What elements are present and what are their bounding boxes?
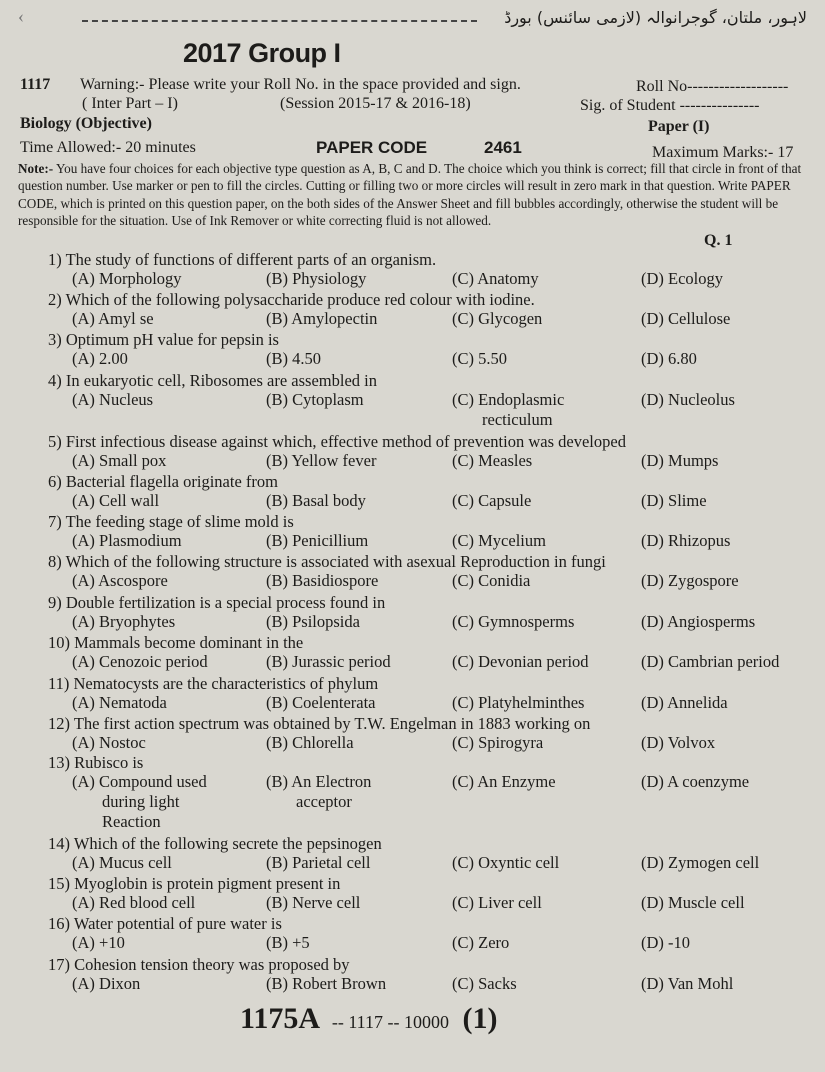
warning-text: Warning:- Please write your Roll No. in the space provided and sign.	[80, 76, 521, 93]
option-d: (D) Rhizopus	[641, 531, 731, 550]
option-d: (D) Volvox	[641, 733, 716, 752]
option-a: (A) Red blood cell	[72, 893, 196, 912]
option-d: (D) Cellulose	[641, 309, 731, 328]
option-c: (C) Endoplasmic	[452, 390, 565, 409]
option-a: (A) Amyl se	[72, 309, 154, 328]
option-b: (B) Basidiospore	[266, 571, 379, 590]
option-c: (C) An Enzyme	[452, 772, 556, 791]
option-b: (B) Physiology	[266, 269, 367, 288]
option-d: (D) Cambrian period	[641, 652, 780, 671]
header-top-strip	[18, 4, 817, 30]
question-text: 2) Which of the following polysaccharide produce red colour with iodine.	[48, 290, 535, 309]
option-c: (C) Capsule	[452, 491, 532, 510]
question-text: 5) First infectious disease against which, effective method of prevention was developed	[48, 432, 626, 451]
group-title: 2017 Group I	[183, 38, 341, 68]
question-text: 13) Rubisco is	[48, 753, 144, 772]
option-c: (C) Conidia	[452, 571, 531, 590]
question-text: 9) Double fertilization is a special process found in	[48, 593, 386, 612]
option-d: (D) Muscle cell	[641, 893, 745, 912]
option-b-continued: acceptor	[296, 792, 352, 811]
option-c: (C) Gymnosperms	[452, 612, 575, 631]
footer-mid: -- 1117 -- 10000	[331, 1012, 449, 1032]
question-text: 6) Bacterial flagella originate from	[48, 472, 278, 491]
option-c: (C) Zero	[452, 933, 510, 952]
option-a: (A) Small pox	[72, 451, 167, 470]
question-text: 11) Nematocysts are the characteristics of phylum	[48, 674, 379, 693]
option-d: (D) Annelida	[641, 693, 728, 712]
question-text: 3) Optimum pH value for pepsin is	[48, 330, 279, 349]
question-text: 1) The study of functions of different parts of an organism.	[48, 250, 437, 269]
option-d: (D) Van Mohl	[641, 974, 734, 993]
maximum-marks: Maximum Marks:- 17	[652, 144, 794, 161]
option-b: (B) An Electron	[266, 772, 372, 791]
question-text: 17) Cohesion tension theory was proposed by	[48, 955, 350, 974]
option-a: (A) Cell wall	[72, 491, 160, 510]
question-text: 16) Water potential of pure water is	[48, 914, 282, 933]
option-c: (C) Anatomy	[452, 269, 539, 288]
roll-no-field: Roll No-------------------	[636, 78, 789, 95]
paper-code-value: 2461	[484, 138, 522, 157]
dashed-divider	[82, 20, 477, 22]
option-a: (A) Mucus cell	[72, 853, 172, 872]
option-a-continued: Reaction	[102, 812, 161, 831]
question-text: 15) Myoglobin is protein pigment present in	[48, 874, 341, 893]
option-b: (B) Yellow fever	[266, 451, 377, 470]
question-text: 8) Which of the following structure is associated with asexual Reproduction in fungi	[48, 552, 606, 571]
option-d: (D) Zygospore	[641, 571, 739, 590]
page-footer	[240, 1002, 497, 1036]
footer-code: 1175A	[240, 1002, 319, 1035]
question-text: 4) In eukaryotic cell, Ribosomes are assembled in	[48, 371, 377, 390]
option-b: (B) Robert Brown	[266, 974, 387, 993]
option-b: (B) Basal body	[266, 491, 366, 510]
option-c: (C) Platyhelminthes	[452, 693, 585, 712]
option-b: (B) Coelenterata	[266, 693, 376, 712]
option-d: (D) Slime	[641, 491, 707, 510]
option-d: (D) Nucleolus	[641, 390, 735, 409]
option-b: (B) Cytoplasm	[266, 390, 364, 409]
instructions-note	[18, 160, 818, 230]
option-a: (A) Nucleus	[72, 390, 154, 409]
option-b: (B) 4.50	[266, 349, 321, 368]
option-d: (D) -10	[641, 933, 691, 952]
note-text: You have four choices for each objective type question as A, B, C and D. The choice which you think is correct; fill that circle in front of that question number. Use marker or pen to fill the circles. Cutting or filling two or more circles will result in zero mark in that question. Write PAPER CODE, which is printed on this question paper, on the both sides of the Answer Sheet and fill bubbles accordingly, otherwise the student will be responsible for the situation. Use of Ink Remover or white correcting fluid is not allowed.	[18, 161, 802, 229]
time-allowed: Time Allowed:- 20 minutes	[20, 139, 196, 156]
option-c: (C) Glycogen	[452, 309, 543, 328]
option-c: (C) Liver cell	[452, 893, 542, 912]
note-label: Note:-	[18, 161, 54, 176]
option-a-continued: during light	[102, 792, 180, 811]
option-c: (C) Spirogyra	[452, 733, 544, 752]
chevron-left-icon: ‹	[18, 6, 24, 26]
option-b: (B) Psilopsida	[266, 612, 360, 631]
urdu-board-title: لاہور، ملتان، گوجرانوالہ (لازمی سائنس) بورڈ	[504, 8, 807, 27]
option-b: (B) +5	[266, 933, 310, 952]
option-d: (D) 6.80	[641, 349, 697, 368]
option-d: (D) Ecology	[641, 269, 724, 288]
option-c: (C) Measles	[452, 451, 533, 470]
subject-title: Biology (Objective)	[20, 115, 152, 132]
option-a: (A) +10	[72, 933, 125, 952]
option-b: (B) Penicillium	[266, 531, 369, 550]
option-c: (C) Devonian period	[452, 652, 589, 671]
question-text: 12) The first action spectrum was obtained by T.W. Engelman in 1883 working on	[48, 714, 591, 733]
option-b: (B) Nerve cell	[266, 893, 361, 912]
option-a: (A) Bryophytes	[72, 612, 176, 631]
paper-label: Paper (I)	[648, 118, 710, 135]
option-c: (C) Oxyntic cell	[452, 853, 560, 872]
question-text: 10) Mammals become dominant in the	[48, 633, 304, 652]
option-b: (B) Chlorella	[266, 733, 354, 752]
option-c-continued: recticulum	[482, 410, 553, 429]
option-c: (C) Sacks	[452, 974, 517, 993]
option-d: (D) Zymogen cell	[641, 853, 760, 872]
question-section-label: Q. 1	[704, 232, 733, 249]
option-a: (A) Plasmodium	[72, 531, 182, 550]
option-d: (D) A coenzyme	[641, 772, 750, 791]
option-a: (A) Nematoda	[72, 693, 167, 712]
option-b: (B) Parietal cell	[266, 853, 371, 872]
option-a: (A) Dixon	[72, 974, 141, 993]
option-b: (B) Jurassic period	[266, 652, 391, 671]
option-c: (C) Mycelium	[452, 531, 546, 550]
option-a: (A) Ascospore	[72, 571, 168, 590]
option-d: (D) Mumps	[641, 451, 719, 470]
option-a: (A) 2.00	[72, 349, 128, 368]
option-a: (A) Nostoc	[72, 733, 146, 752]
option-a: (A) Morphology	[72, 269, 182, 288]
footer-page-number: (1)	[462, 1002, 498, 1035]
inter-part: ( Inter Part – I)	[82, 95, 178, 112]
option-c: (C) 5.50	[452, 349, 507, 368]
option-a: (A) Cenozoic period	[72, 652, 208, 671]
question-text: 14) Which of the following secrete the pepsinogen	[48, 834, 382, 853]
option-d: (D) Angiosperms	[641, 612, 756, 631]
paper-code-label: PAPER CODE	[316, 138, 428, 157]
option-a: (A) Compound used	[72, 772, 207, 791]
session-text: (Session 2015-17 & 2016-18)	[280, 95, 471, 112]
student-signature-field: Sig. of Student ---------------	[580, 97, 760, 114]
question-text: 7) The feeding stage of slime mold is	[48, 512, 294, 531]
paper-number: 1117	[20, 76, 51, 93]
option-b: (B) Amylopectin	[266, 309, 378, 328]
